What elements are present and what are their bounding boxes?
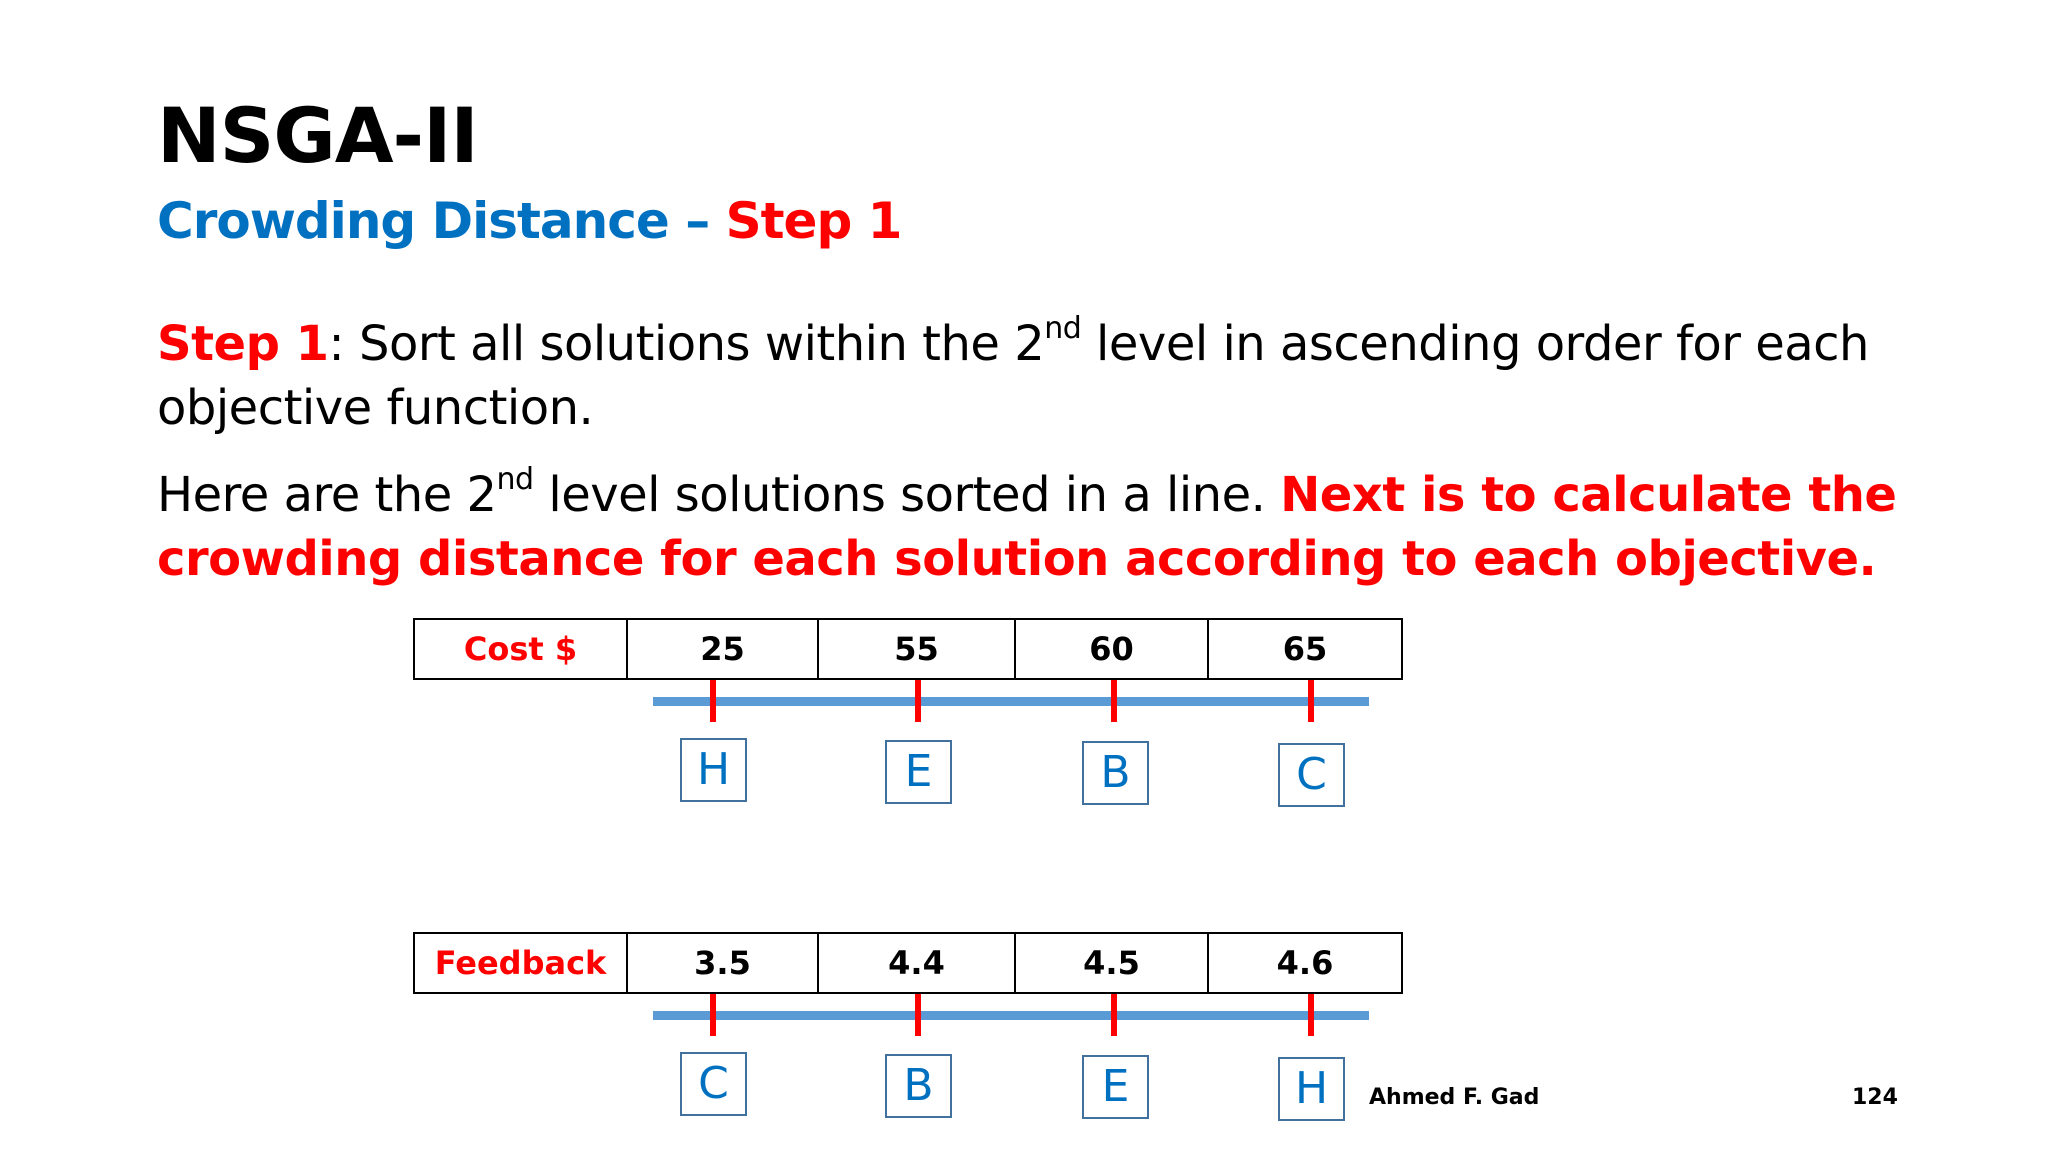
feedback-solution-box: E bbox=[1082, 1055, 1149, 1119]
feedback-tick bbox=[915, 994, 921, 1036]
cost-value: 55 bbox=[818, 619, 1015, 679]
sorted-description bbox=[157, 463, 1897, 591]
subtitle-topic: Crowding Distance – bbox=[157, 192, 726, 250]
step-superscript: nd bbox=[1044, 311, 1082, 346]
page-number: 124 bbox=[1852, 1085, 1898, 1110]
footer-author: Ahmed F. Gad bbox=[1369, 1085, 1540, 1110]
cost-value: 65 bbox=[1208, 619, 1402, 679]
sorted-emphasis: Next is to calculate the crowding distance for each solution according to each objective. bbox=[157, 467, 1897, 587]
step-label: Step 1 bbox=[157, 316, 329, 372]
feedback-tick bbox=[1308, 994, 1314, 1036]
sorted-superscript: nd bbox=[496, 462, 534, 497]
feedback-value: 3.5 bbox=[627, 933, 818, 993]
subtitle-step: Step 1 bbox=[725, 192, 902, 250]
cost-solution-box: B bbox=[1082, 741, 1149, 805]
feedback-table bbox=[413, 932, 1403, 994]
feedback-value: 4.4 bbox=[818, 933, 1015, 993]
sorted-text-b: level solutions sorted in a line. bbox=[533, 467, 1281, 523]
cost-tick bbox=[1308, 680, 1314, 722]
feedback-solution-box: C bbox=[680, 1052, 747, 1116]
cost-value: 60 bbox=[1015, 619, 1208, 679]
cost-solution-box: H bbox=[680, 738, 747, 802]
cost-label: Cost $ bbox=[414, 619, 627, 679]
feedback-solution-box: B bbox=[885, 1054, 952, 1118]
cost-tick bbox=[1111, 680, 1117, 722]
cost-row bbox=[414, 619, 1402, 679]
cost-axis-line bbox=[653, 697, 1369, 706]
feedback-value: 4.5 bbox=[1015, 933, 1208, 993]
feedback-value: 4.6 bbox=[1208, 933, 1402, 993]
cost-solution-box: E bbox=[885, 740, 952, 804]
step-text-b: level in ascending order for each objective function. bbox=[157, 316, 1869, 436]
feedback-solution-box: H bbox=[1278, 1057, 1345, 1121]
feedback-tick bbox=[1111, 994, 1117, 1036]
feedback-row bbox=[414, 933, 1402, 993]
cost-table bbox=[413, 618, 1403, 680]
cost-value: 25 bbox=[627, 619, 818, 679]
step-description bbox=[157, 312, 1897, 440]
cost-tick bbox=[710, 680, 716, 722]
slide-subtitle bbox=[157, 188, 901, 254]
slide-title: NSGA-II bbox=[157, 91, 478, 180]
feedback-axis-line bbox=[653, 1011, 1369, 1020]
feedback-tick bbox=[710, 994, 716, 1036]
cost-tick bbox=[915, 680, 921, 722]
cost-solution-box: C bbox=[1278, 743, 1345, 807]
step-text-a: : Sort all solutions within the 2 bbox=[328, 316, 1045, 372]
feedback-label: Feedback bbox=[414, 933, 627, 993]
sorted-text-a: Here are the 2 bbox=[157, 467, 497, 523]
